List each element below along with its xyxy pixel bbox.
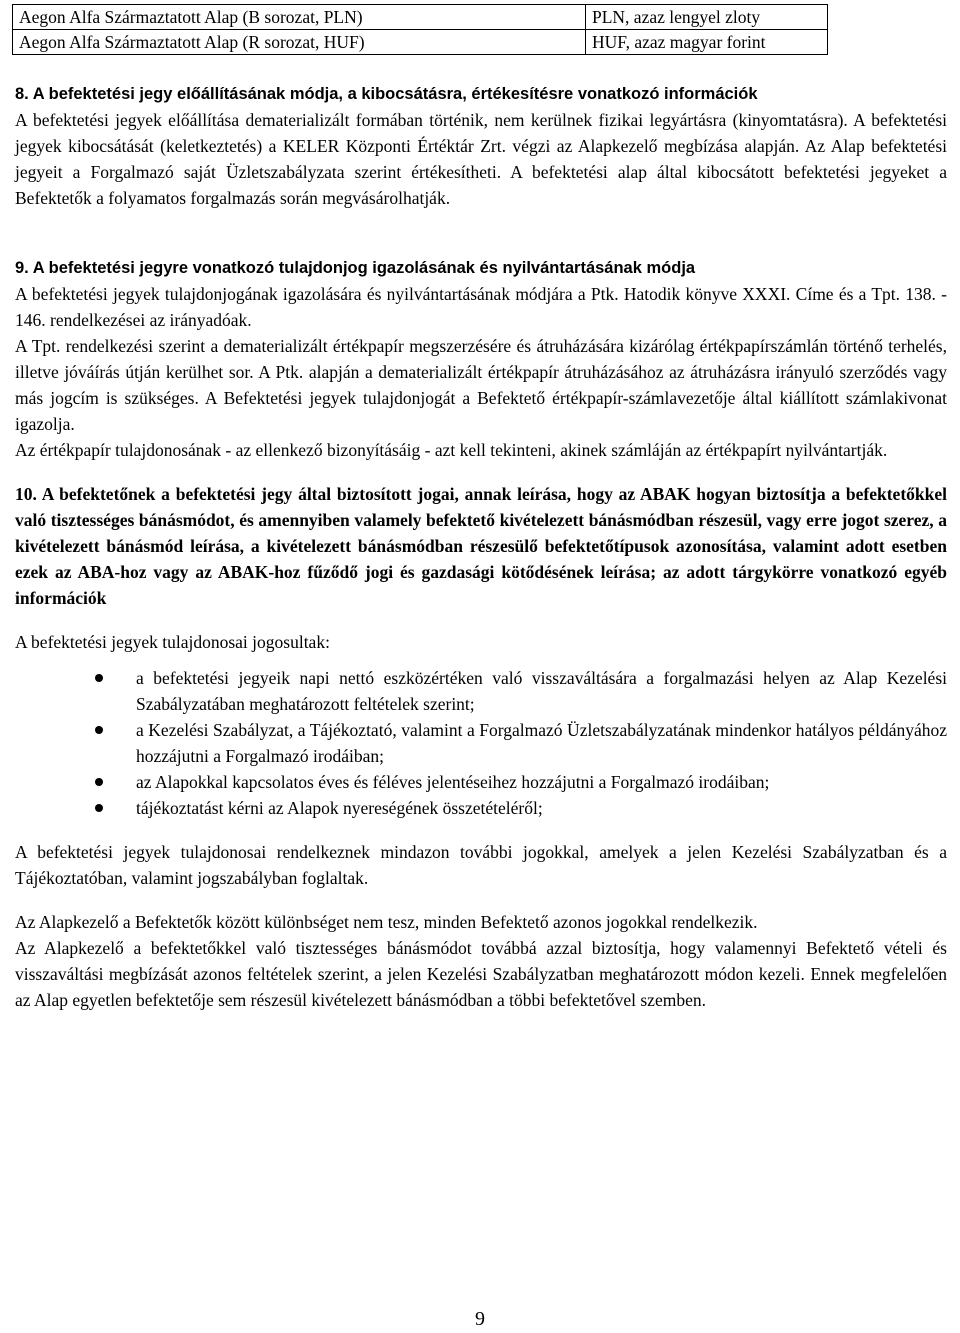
section-8-title: 8. A befektetési jegy előállításának módja, a kibocsátásra, értékesítésre vonatkozó információk (15, 85, 758, 103)
list-item: a befektetési jegyeik napi nettó eszközértéken való visszaváltására a forgalmazási helyen az Alap Kezelési Szabályzatában meghatározott feltételek szerint; (15, 665, 947, 717)
list-item: tájékoztatást kérni az Alapok nyereségének összetételéről; (15, 795, 947, 821)
section-10-paragraph: Az Alapkezelő a Befektetők között különbséget nem tesz, minden Befektető azonos jogokkal rendelkezik. (15, 912, 758, 932)
currency-cell: PLN, azaz lengyel zloty (586, 5, 828, 30)
list-item: a Kezelési Szabályzat, a Tájékoztató, valamint a Forgalmazó Üzletszabályzatának mindenkor hatályos példányához hozzájutni a Forgalmazó irodáiban; (15, 717, 947, 769)
section-8-paragraph: A befektetési jegyek előállítása dematerializált formában történik, nem kerülnek fizikai legyártásra (kinyomtatásra). A befektetési jegyek kibocsátását (keletkeztetés) a KELER Központi Értéktár Zrt. végzi az Alapkezelő megbízása alapján. Az Alap befektetési jegyeit a Forgalmazó saját Üzletszabályzata szerint értékesítheti. A befektetési alap által kibocsátott befektetési jegyeket a Befektetők a folyamatos forgalmazás során megvásárolhatják. (15, 110, 947, 208)
document-body (15, 81, 947, 1013)
section-10-paragraph: A befektetési jegyek tulajdonosai rendelkeznek mindazon további jogokkal, amelyek a jelen Kezelési Szabályzatban és a Tájékoztatóban, valamint jogszabályban foglaltak. (15, 842, 947, 888)
rights-list (15, 665, 947, 821)
section-10-paragraph: Az Alapkezelő a befektetőkkel való tisztességes bánásmódot továbbá azzal biztosítja, hogy valamennyi Befektető vételi és visszaváltási megbízását azonos feltételek szerint, a jelen Kezelési Szabályzatban meghatározott módon kezeli. Ennek megfelelően az Alap egyetlen befektetője sem részesül kivételezett bánásmódban a többi befektetővel szemben. (15, 938, 947, 1010)
bullet-icon (95, 804, 103, 812)
currency-cell: HUF, azaz magyar forint (586, 30, 828, 55)
list-item: az Alapokkal kapcsolatos éves és féléves jelentéseihez hozzájutni a Forgalmazó irodáiban; (15, 769, 947, 795)
section-9-paragraph: A Tpt. rendelkezési szerint a dematerializált értékpapír megszerzésére és átruházására kizárólag értékpapírszámlán történő terhelés, illetve jóváírás útján kerülhet sor. A Ptk. alapján a dematerializált értékpapír átruházásához az átruházásra irányuló szerződés vagy más jogcím is szükséges. A Befektetési jegyek tulajdonjogát a Befektető értékpapír-számlavezetője által kiállított számlakivonat igazolja. (15, 336, 947, 434)
header-row (13, 30, 828, 55)
bullet-icon (95, 726, 103, 734)
section-10-title: 10. A befektetőnek a befektetési jegy által biztosított jogai, annak leírása, hogy az ABAK hogyan biztosítja a befektetőkkel való tisztességes bánásmódot, és amennyiben valamely befektető kivételezett bánásmódban részesül, vagy erre jogot szerez, a kivételezett bánásmód leírása, a kivételezett bánásmódban részesülő befektetőtípusok azonosítása, valamint adott esetben ezek az ABA-hoz vagy az ABAK-hoz fűződő jogi és gazdasági kötődésének leírása; az adott tárgykörre vonatkozó egyéb információk (15, 484, 947, 608)
page-number: 9 (475, 1308, 485, 1330)
fund-header-table (12, 4, 828, 55)
header-row (13, 5, 828, 30)
section-9-title: 9. A befektetési jegyre vonatkozó tulajdonjog igazolásának és nyilvántartásának módja (15, 259, 696, 277)
bullet-icon (95, 778, 103, 786)
section-10-intro: A befektetési jegyek tulajdonosai jogosultak: (15, 632, 330, 652)
section-9-paragraph: A befektetési jegyek tulajdonjogának igazolására és nyilvántartásának módjára a Ptk. Hatodik könyve XXXI. Címe és a Tpt. 138. - 146. rendelkezései az irányadóak. (15, 284, 947, 330)
fund-name-cell: Aegon Alfa Származtatott Alap (R sorozat, HUF) (13, 30, 586, 55)
section-9-paragraph: Az értékpapír tulajdonosának - az ellenkező bizonyításáig - azt kell tekinteni, akinek számláján az értékpapírt nyilvántartják. (15, 440, 888, 460)
bullet-icon (95, 674, 103, 682)
fund-name-cell: Aegon Alfa Származtatott Alap (B sorozat, PLN) (13, 5, 586, 30)
